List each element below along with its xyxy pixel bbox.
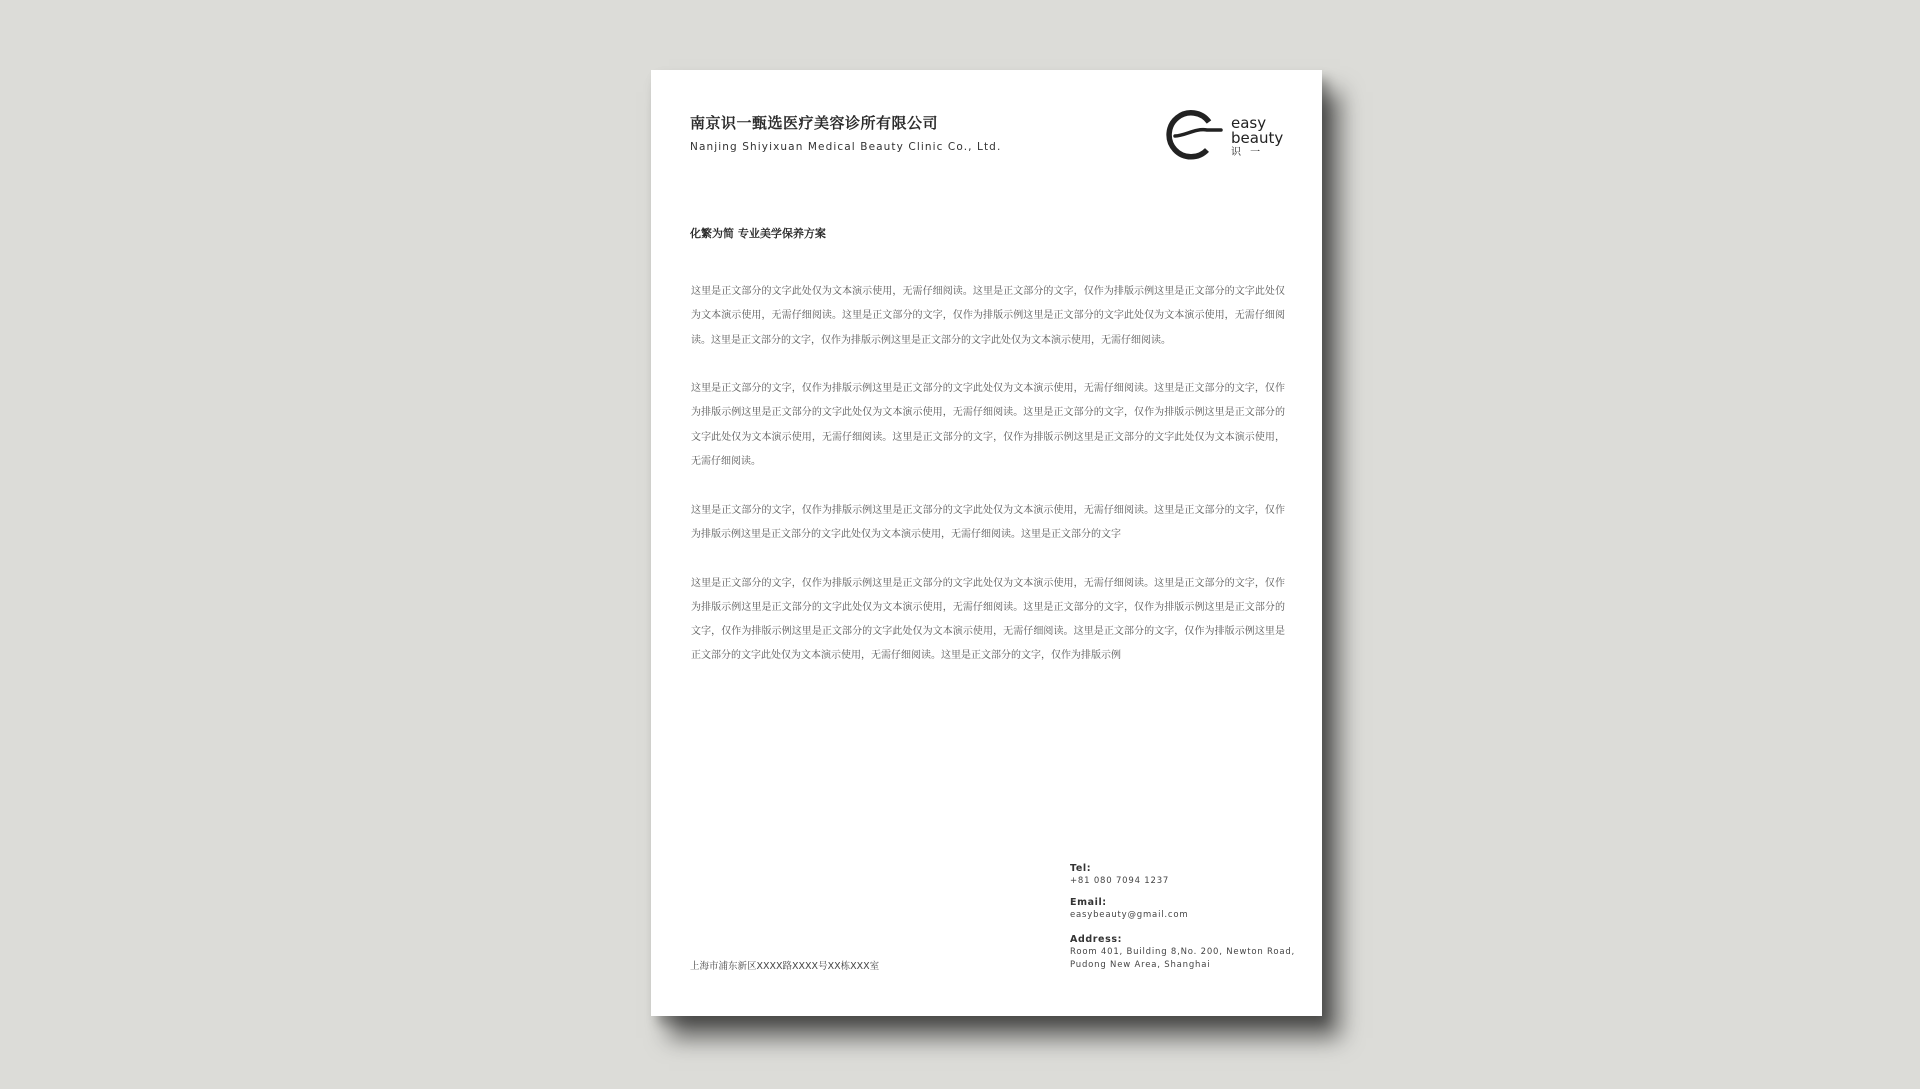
letterhead-sheet bbox=[651, 70, 1322, 1016]
address-cn: 上海市浦东新区XXXX路XXXX号XX栋XXX室 bbox=[690, 961, 880, 972]
logo-word-easy: easy bbox=[1231, 114, 1267, 132]
logo-word-cn: 识 一 bbox=[1231, 147, 1264, 158]
tel-value: +81 080 7094 1237 bbox=[1070, 876, 1170, 886]
email-group bbox=[1070, 897, 1300, 922]
slogan-heading: 化繁为简 专业美学保养方案 bbox=[690, 227, 826, 240]
address-line-1: Room 401, Building 8,No. 200, Newton Road, bbox=[1070, 947, 1296, 957]
company-name-cn: 南京识一甄选医疗美容诊所有限公司 bbox=[690, 114, 939, 132]
email-value: easybeauty@gmail.com bbox=[1070, 910, 1189, 920]
address-label: Address: bbox=[1070, 934, 1122, 945]
contact-block bbox=[1070, 863, 1300, 981]
address-line-2: Pudong New Area, Shanghai bbox=[1070, 960, 1211, 970]
easy-beauty-logo-icon bbox=[1161, 106, 1225, 166]
address-group bbox=[1070, 934, 1300, 972]
paragraph: 这里是正文部分的文字，仅作为排版示例这里是正文部分的文字此处仅为文本演示使用，无需仔细阅读。这里是正文部分的文字，仅作为排版示例这里是正文部分的文字此处仅为文本演示使用，无需仔细阅读。这里是正文部分的文字，仅作为排版示例这里是正文部分的文字此处仅为文本演示使用，无需仔细阅读。这里是正文部分的文字，仅作为排版示例这里是正文部分的文字此处仅为文本演示使用，无需仔细阅读。 bbox=[691, 383, 1285, 468]
company-name-en: Nanjing Shiyixuan Medical Beauty Clinic Co., Ltd. bbox=[690, 141, 1002, 153]
paragraph: 这里是正文部分的文字，仅作为排版示例这里是正文部分的文字此处仅为文本演示使用，无需仔细阅读。这里是正文部分的文字，仅作为排版示例这里是正文部分的文字此处仅为文本演示使用，无需仔细阅读。这里是正文部分的文字，仅作为排版示例这里是正文部分的文字，仅作为排版示例这里是正文部分的文字此处仅为文本演示使用，无需仔细阅读。这里是正文部分的文字，仅作为排版示例这里是正文部分的文字此处仅为文本演示使用，无需仔细阅读。这里是正文部分的文字，仅作为排版示例 bbox=[691, 577, 1285, 662]
logo-word-beauty: beauty bbox=[1231, 129, 1284, 147]
tel-label: Tel: bbox=[1070, 863, 1092, 874]
logo-wordmark bbox=[1231, 116, 1283, 160]
tel-group bbox=[1070, 863, 1300, 888]
paragraph: 这里是正文部分的文字，仅作为排版示例这里是正文部分的文字此处仅为文本演示使用，无需仔细阅读。这里是正文部分的文字，仅作为排版示例这里是正文部分的文字此处仅为文本演示使用，无需仔细阅读。这里是正文部分的文字 bbox=[691, 504, 1285, 540]
paragraph: 这里是正文部分的文字此处仅为文本演示使用，无需仔细阅读。这里是正文部分的文字，仅作为排版示例这里是正文部分的文字此处仅为文本演示使用，无需仔细阅读。这里是正文部分的文字，仅作为排版示例这里是正文部分的文字此处仅为文本演示使用，无需仔细阅读。这里是正文部分的文字，仅作为排版示例这里是正文部分的文字此处仅为文本演示使用，无需仔细阅读。 bbox=[691, 286, 1285, 346]
body-text bbox=[691, 280, 1285, 693]
email-label: Email: bbox=[1070, 897, 1107, 908]
brand-logo bbox=[1161, 106, 1291, 166]
